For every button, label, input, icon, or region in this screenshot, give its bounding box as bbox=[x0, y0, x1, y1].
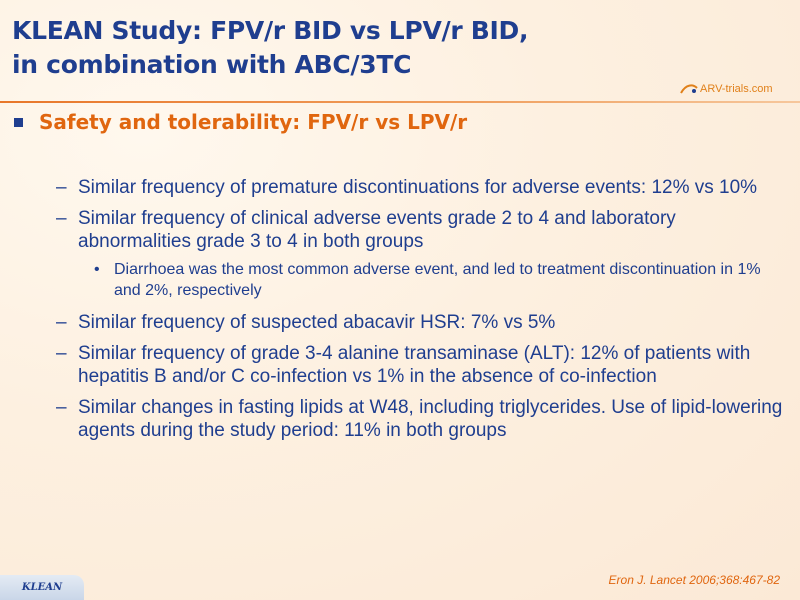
logo-text: ARV-trials.com bbox=[700, 83, 773, 95]
item-text: Similar frequency of premature discontinuations for adverse events: 12% vs 10% bbox=[78, 177, 758, 198]
list-item bbox=[56, 207, 786, 253]
title-line-2: in combination with ABC/3TC bbox=[12, 50, 412, 79]
square-bullet-icon bbox=[14, 118, 23, 127]
dash-bullet: – bbox=[56, 177, 67, 198]
dash-bullet: – bbox=[56, 312, 67, 333]
list-item bbox=[56, 311, 786, 334]
slide-title bbox=[12, 14, 632, 82]
dash-bullet: – bbox=[56, 208, 67, 229]
sub-item-text: Diarrhoea was the most common adverse event, and led to treatment discontinuation in 1% and 2%, respectively bbox=[114, 261, 761, 299]
item-text: Similar frequency of grade 3-4 alanine transaminase (ALT): 12% of patients with hepatitis B and/or C co-infection vs 1% in the absence of co-infection bbox=[78, 343, 751, 387]
study-tag: KLEAN bbox=[0, 575, 84, 600]
item-text: Similar frequency of suspected abacavir HSR: 7% vs 5% bbox=[78, 312, 556, 333]
list-item bbox=[56, 176, 786, 199]
swoosh-icon bbox=[680, 82, 698, 96]
item-text: Similar changes in fasting lipids at W48, including triglycerides. Use of lipid-lowering agents during the study period: 11% in both groups bbox=[78, 397, 783, 441]
heading-text: Safety and tolerability: FPV/r vs LPV/r bbox=[39, 110, 468, 134]
sub-list-item bbox=[94, 259, 786, 301]
dash-bullet: – bbox=[56, 397, 67, 418]
arv-trials-logo bbox=[680, 78, 773, 100]
dash-bullet: – bbox=[56, 343, 67, 364]
section-heading bbox=[14, 110, 467, 134]
list-item bbox=[56, 342, 786, 388]
item-text: Similar frequency of clinical adverse events grade 2 to 4 and laboratory abnormalities grade 3 to 4 in both groups bbox=[78, 208, 676, 252]
dot-bullet: • bbox=[94, 261, 100, 278]
header-divider bbox=[0, 101, 800, 103]
title-line-1: KLEAN Study: FPV/r BID vs LPV/r BID, bbox=[12, 16, 529, 45]
bullet-list bbox=[56, 176, 786, 450]
list-item bbox=[56, 396, 786, 442]
citation: Eron J. Lancet 2006;368:467-82 bbox=[608, 573, 780, 587]
